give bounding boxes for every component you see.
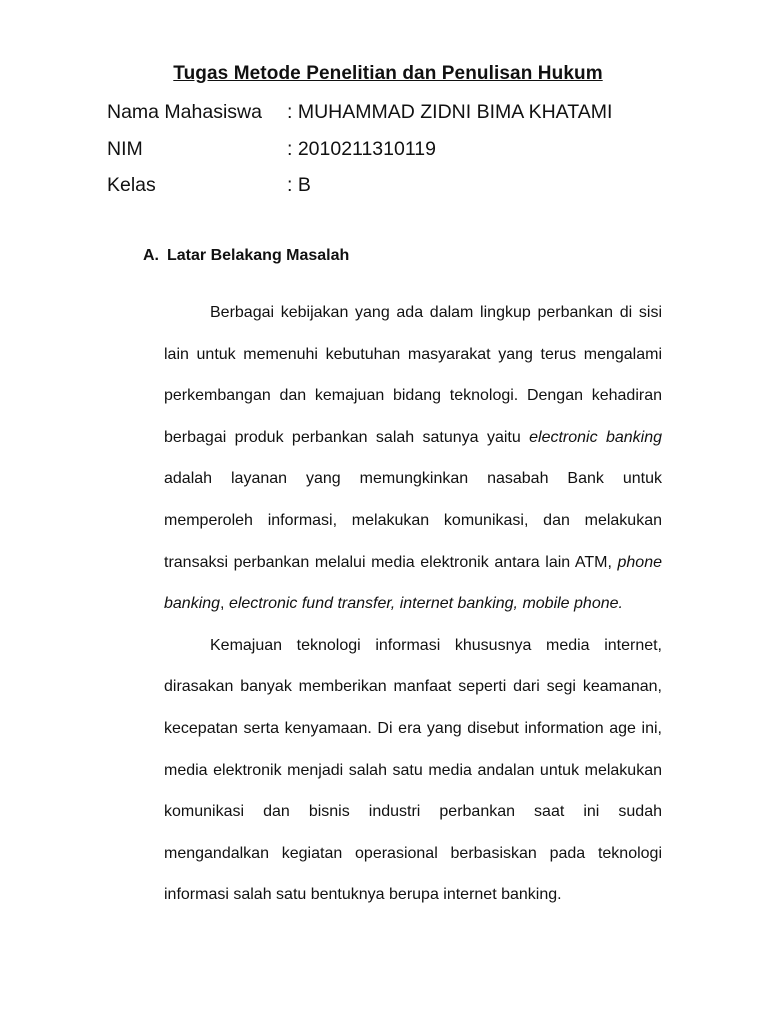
paragraph-1-part-3: ,	[220, 595, 229, 613]
meta-row-nim	[107, 138, 707, 164]
section-heading-text: Latar Belakang Masalah	[167, 247, 350, 264]
body-text	[164, 292, 662, 916]
paragraph-1-part-1: Berbagai kebijakan yang ada dalam lingkup perbankan di sisi lain untuk memenuhi kebutuhan masyarakat yang terus mengalami perkembangan dan kemajuan bidang teknologi. Dengan kehadiran berbagai produk perbankan salah satunya yaitu	[164, 304, 662, 446]
paragraph-1-italic-2: phone banking	[164, 553, 662, 613]
meta-value-kelas: : B	[287, 174, 311, 196]
paragraph-1-italic-1: electronic banking	[529, 428, 662, 446]
meta-value-nama: : MUHAMMAD ZIDNI BIMA KHATAMI	[287, 101, 613, 123]
meta-label-kelas: Kelas	[107, 174, 156, 196]
paragraph-1	[164, 292, 662, 625]
meta-row-nama	[107, 101, 707, 127]
section-letter: A.	[143, 247, 159, 264]
document-title: Tugas Metode Penelitian dan Penulisan Hukum	[173, 63, 603, 84]
meta-row-kelas	[107, 174, 707, 200]
paragraph-1-italic-3: electronic fund transfer, internet banking, mobile phone.	[228, 595, 623, 613]
meta-label-nama: Nama Mahasiswa	[107, 101, 262, 123]
section-heading	[143, 247, 349, 265]
paragraph-1-part-2: adalah layanan yang memungkinkan nasabah Bank untuk memperoleh informasi, melakukan komunikasi, dan melakukan transaksi perbankan melalui media elektronik antara lain ATM,	[164, 470, 662, 571]
meta-value-nim: : 2010211310119	[287, 138, 436, 160]
meta-label-nim: NIM	[107, 138, 143, 160]
paragraph-2: Kemajuan teknologi informasi khususnya media internet, dirasakan banyak memberikan manfaat seperti dari segi keamanan, kecepatan serta kenyamaan. Di era yang disebut information age ini, media elektronik menjadi salah satu media andalan untuk melakukan komunikasi dan bisnis industri perbankan saat ini sudah mengandalkan kegiatan operasional berbasiskan pada teknologi informasi salah satu bentuknya berupa internet banking.	[164, 636, 662, 904]
